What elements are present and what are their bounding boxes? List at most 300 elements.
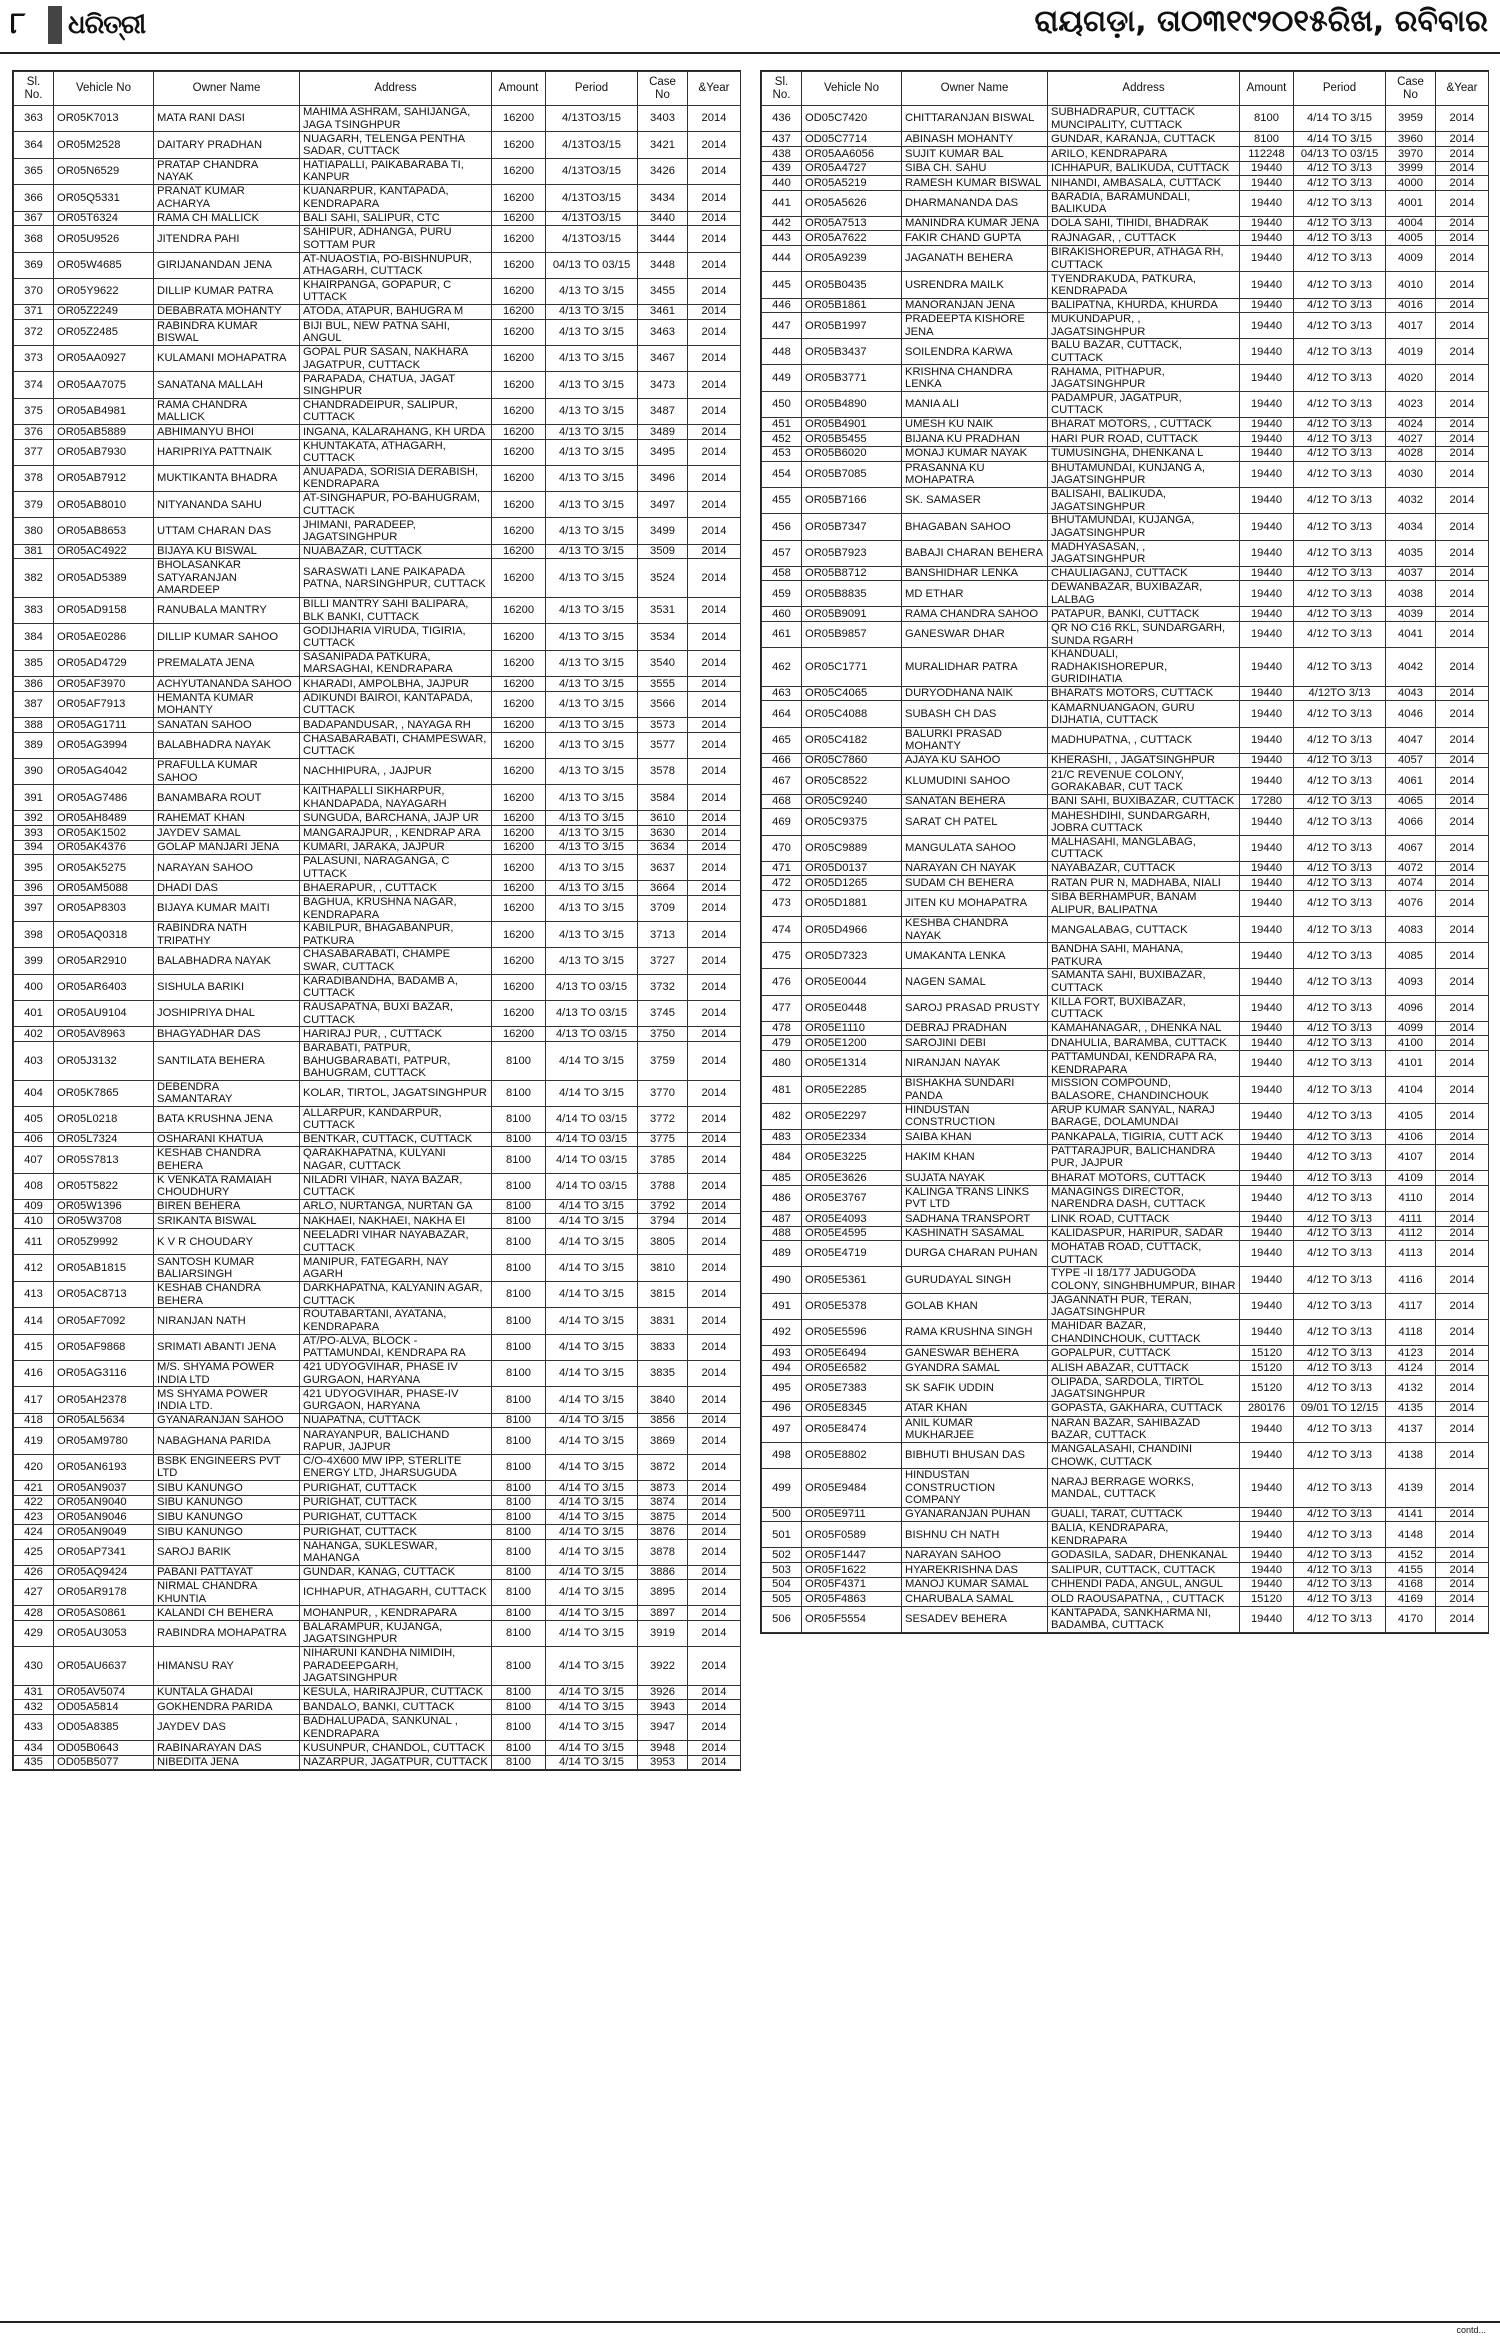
cell-amount: 19440 <box>1240 216 1294 231</box>
cell-period: 4/12 TO 3/13 <box>1294 432 1386 447</box>
cell-owner-name: RAMESH KUMAR BISWAL <box>902 176 1048 191</box>
cell-case-no: 3875 <box>638 1510 688 1525</box>
cell-year: 2014 <box>1436 339 1489 365</box>
cell-sl-no: 380 <box>14 518 54 544</box>
cell-case-no: 4009 <box>1386 245 1436 271</box>
cell-case-no: 3434 <box>638 185 688 211</box>
table-row <box>14 465 741 491</box>
cell-address: MANIPUR, FATEGARH, NAY AGARH <box>300 1255 492 1281</box>
cell-address: NARAYANPUR, BALICHAND RAPUR, JAJPUR <box>300 1428 492 1454</box>
cell-amount: 16200 <box>492 922 546 948</box>
cell-case-no: 3732 <box>638 974 688 1000</box>
table-row <box>14 1714 741 1740</box>
cell-address: PADAMPUR, JAGATPUR, CUTTACK <box>1048 391 1240 417</box>
cell-vehicle-no: OR05E6494 <box>802 1346 902 1361</box>
cell-owner-name: K VENKATA RAMAIAH CHOUDHURY <box>154 1173 300 1199</box>
cell-case-no: 3960 <box>1386 132 1436 147</box>
cell-sl-no: 384 <box>14 624 54 650</box>
table-row <box>14 718 741 733</box>
cell-amount: 19440 <box>1240 190 1294 216</box>
cell-owner-name: RABINDRA NATH TRIPATHY <box>154 922 300 948</box>
cell-amount: 19440 <box>1240 621 1294 647</box>
cell-year: 2014 <box>1436 106 1489 132</box>
cell-year: 2014 <box>688 1334 741 1360</box>
cell-period: 4/12 TO 3/13 <box>1294 1212 1386 1227</box>
cell-year: 2014 <box>688 226 741 252</box>
cell-sl-no: 412 <box>14 1255 54 1281</box>
cell-amount: 19440 <box>1240 298 1294 313</box>
cell-vehicle-no: OR05AP8303 <box>54 895 154 921</box>
cell-case-no: 3555 <box>638 677 688 692</box>
cell-address: MUKUNDAPUR, , JAGATSINGHPUR <box>1048 313 1240 339</box>
cell-address: GOPASTA, GAKHARA, CUTTACK <box>1048 1401 1240 1416</box>
cell-address: KHAIRPANGA, GOPAPUR, C UTTACK <box>300 278 492 304</box>
cell-period: 4/12 TO 3/13 <box>1294 161 1386 176</box>
table-body <box>762 106 1489 1633</box>
cell-vehicle-no: OR05AA7075 <box>54 372 154 398</box>
table-row <box>762 432 1489 447</box>
table-row <box>762 365 1489 391</box>
cell-year: 2014 <box>688 1565 741 1580</box>
cell-sl-no: 455 <box>762 487 802 513</box>
cell-case-no: 4116 <box>1386 1267 1436 1293</box>
column-header-amount: Amount <box>1240 72 1294 106</box>
cell-vehicle-no: OR05M2528 <box>54 132 154 158</box>
cell-sl-no: 482 <box>762 1103 802 1129</box>
cell-period: 4/13 TO 3/15 <box>546 650 638 676</box>
cell-period: 4/12 TO 3/13 <box>1294 1346 1386 1361</box>
cell-address: BILLI MANTRY SAHI BALIPARA, BLK BANKI, CUTTACK <box>300 597 492 623</box>
cell-sl-no: 408 <box>14 1173 54 1199</box>
cell-sl-no: 397 <box>14 895 54 921</box>
cell-period: 4/13 TO 3/15 <box>546 439 638 465</box>
cell-owner-name: SAROJ BARIK <box>154 1539 300 1565</box>
cell-amount: 19440 <box>1240 566 1294 581</box>
cell-case-no: 3634 <box>638 840 688 855</box>
cell-case-no: 3876 <box>638 1524 688 1539</box>
cell-year: 2014 <box>1436 461 1489 487</box>
cell-period: 4/12 TO 3/13 <box>1294 581 1386 607</box>
cell-owner-name: RABINDRA MOHAPATRA <box>154 1620 300 1646</box>
cell-sl-no: 451 <box>762 417 802 432</box>
cell-period: 4/14 TO 3/15 <box>546 1080 638 1106</box>
cell-sl-no: 388 <box>14 718 54 733</box>
cell-period: 4/13 TO 3/15 <box>546 811 638 826</box>
column-header-vehicle-no: Vehicle No <box>802 72 902 106</box>
cell-address: PATTARAJPUR, BALICHANDRA PUR, JAJPUR <box>1048 1144 1240 1170</box>
cell-owner-name: KRISHNA CHANDRA LENKA <box>902 365 1048 391</box>
cell-owner-name: KESHAB CHANDRA BEHERA <box>154 1147 300 1173</box>
cell-owner-name: PRASANNA KU MOHAPATRA <box>902 461 1048 487</box>
cell-period: 4/14 TO 3/15 <box>546 1606 638 1621</box>
cell-case-no: 3785 <box>638 1147 688 1173</box>
cell-sl-no: 474 <box>762 917 802 943</box>
cell-amount: 8100 <box>492 1387 546 1413</box>
cell-case-no: 3448 <box>638 252 688 278</box>
cell-vehicle-no: OR05AB1815 <box>54 1255 154 1281</box>
cell-address: BARABATI, PATPUR, BAHUGBARABATI, PATPUR, BAHUGRAM, CUTTACK <box>300 1042 492 1081</box>
cell-vehicle-no: OR05AF7092 <box>54 1308 154 1334</box>
cell-case-no: 4019 <box>1386 339 1436 365</box>
cell-amount: 8100 <box>492 1214 546 1229</box>
cell-period: 4/12 TO 3/13 <box>1294 190 1386 216</box>
cell-year: 2014 <box>1436 1050 1489 1076</box>
cell-case-no: 3473 <box>638 372 688 398</box>
cell-case-no: 4112 <box>1386 1226 1436 1241</box>
cell-case-no: 4104 <box>1386 1077 1436 1103</box>
cell-case-no: 3421 <box>638 132 688 158</box>
table-row <box>14 855 741 881</box>
cell-vehicle-no: OR05AA6056 <box>802 146 902 161</box>
cell-amount: 19440 <box>1240 1241 1294 1267</box>
cell-period: 4/12 TO 3/13 <box>1294 487 1386 513</box>
cell-owner-name: SRIMATI ABANTI JENA <box>154 1334 300 1360</box>
cell-vehicle-no: OR05AF9868 <box>54 1334 154 1360</box>
table-row <box>762 1241 1489 1267</box>
cell-address: KESULA, HARIRAJPUR, CUTTACK <box>300 1685 492 1700</box>
cell-year: 2014 <box>1436 487 1489 513</box>
cell-period: 4/12 TO 3/13 <box>1294 1507 1386 1522</box>
cell-year: 2014 <box>688 425 741 440</box>
cell-amount: 16200 <box>492 691 546 717</box>
cell-address: KAITHAPALLI SIKHARPUR, KHANDAPADA, NAYAGARH <box>300 785 492 811</box>
cell-sl-no: 379 <box>14 492 54 518</box>
cell-case-no: 3856 <box>638 1413 688 1428</box>
cell-case-no: 4030 <box>1386 461 1436 487</box>
cell-amount: 8100 <box>492 1106 546 1132</box>
cell-vehicle-no: OR05S7813 <box>54 1147 154 1173</box>
cell-amount: 19440 <box>1240 231 1294 246</box>
cell-amount: 19440 <box>1240 1226 1294 1241</box>
cell-vehicle-no: OR05AD9158 <box>54 597 154 623</box>
page-number: ୮ <box>10 6 26 41</box>
cell-owner-name: BIJAYA KU BISWAL <box>154 544 300 559</box>
table-row <box>14 826 741 841</box>
cell-address: MOHANPUR, , KENDRAPARA <box>300 1606 492 1621</box>
column-header-owner-name: Owner Name <box>154 72 300 106</box>
cell-case-no: 3403 <box>638 106 688 132</box>
cell-vehicle-no: OR05A7622 <box>802 231 902 246</box>
defaulter-table-left <box>13 71 741 1770</box>
cell-case-no: 3815 <box>638 1281 688 1307</box>
cell-case-no: 4168 <box>1386 1577 1436 1592</box>
cell-address: MADHYASASAN, , JAGATSINGHPUR <box>1048 540 1240 566</box>
cell-address: BHUTAMUNDAI, KUJANGA, JAGATSINGHPUR <box>1048 514 1240 540</box>
cell-address: KHERASHI, , JAGATSINGHPUR <box>1048 753 1240 768</box>
cell-case-no: 3534 <box>638 624 688 650</box>
cell-period: 4/12 TO 3/13 <box>1294 461 1386 487</box>
cell-owner-name: BALABHADRA NAYAK <box>154 732 300 758</box>
cell-sl-no: 486 <box>762 1185 802 1211</box>
cell-address: GUALI, TARAT, CUTTACK <box>1048 1507 1240 1522</box>
cell-owner-name: SANATAN BEHERA <box>902 794 1048 809</box>
cell-year: 2014 <box>688 1454 741 1480</box>
table-row <box>14 518 741 544</box>
cell-case-no: 3895 <box>638 1580 688 1606</box>
cell-address: KANTAPADA, SANKHARMA NI, BADAMBA, CUTTACK <box>1048 1606 1240 1632</box>
cell-year: 2014 <box>688 1132 741 1147</box>
cell-case-no: 3874 <box>638 1495 688 1510</box>
table-row <box>14 732 741 758</box>
cell-case-no: 4123 <box>1386 1346 1436 1361</box>
cell-amount: 16200 <box>492 439 546 465</box>
cell-sl-no: 480 <box>762 1050 802 1076</box>
table-row <box>14 158 741 184</box>
cell-owner-name: DILLIP KUMAR PATRA <box>154 278 300 304</box>
cell-amount: 8100 <box>492 1042 546 1081</box>
cell-address: ICHHAPUR, BALIKUDA, CUTTACK <box>1048 161 1240 176</box>
cell-period: 4/13 TO 3/15 <box>546 677 638 692</box>
table-row <box>762 272 1489 298</box>
cell-year: 2014 <box>1436 607 1489 622</box>
cell-sl-no: 483 <box>762 1130 802 1145</box>
cell-year: 2014 <box>688 1714 741 1740</box>
cell-sl-no: 429 <box>14 1620 54 1646</box>
cell-vehicle-no: OR05AG7486 <box>54 785 154 811</box>
cell-amount: 8100 <box>1240 106 1294 132</box>
cell-sl-no: 478 <box>762 1021 802 1036</box>
cell-sl-no: 453 <box>762 446 802 461</box>
cell-vehicle-no: OR05J3132 <box>54 1042 154 1081</box>
cell-amount: 19440 <box>1240 1036 1294 1051</box>
cell-sl-no: 404 <box>14 1080 54 1106</box>
cell-year: 2014 <box>1436 1360 1489 1375</box>
table-row <box>14 1580 741 1606</box>
table-row <box>14 1524 741 1539</box>
cell-owner-name: SK SAFIK UDDIN <box>902 1375 1048 1401</box>
cell-address: GOPALPUR, CUTTACK <box>1048 1346 1240 1361</box>
table-row <box>762 1293 1489 1319</box>
table-row <box>762 540 1489 566</box>
cell-amount: 16200 <box>492 185 546 211</box>
cell-vehicle-no: OR05AN9046 <box>54 1510 154 1525</box>
cell-period: 4/12 TO 3/13 <box>1294 339 1386 365</box>
table-row <box>762 161 1489 176</box>
cell-case-no: 4028 <box>1386 446 1436 461</box>
cell-address: ARLO, NURTANGA, NURTAN GA <box>300 1199 492 1214</box>
cell-sl-no: 445 <box>762 272 802 298</box>
cell-period: 4/14 TO 3/15 <box>546 1454 638 1480</box>
cell-case-no: 3499 <box>638 518 688 544</box>
cell-address: BALARAMPUR, KUJANGA, JAGATSINGHPUR <box>300 1620 492 1646</box>
cell-vehicle-no: OR05E5596 <box>802 1319 902 1345</box>
cell-period: 4/12 TO 3/13 <box>1294 995 1386 1021</box>
cell-amount: 19440 <box>1240 1212 1294 1227</box>
column-header-period: Period <box>546 72 638 106</box>
cell-vehicle-no: OR05AH2378 <box>54 1387 154 1413</box>
cell-year: 2014 <box>1436 245 1489 271</box>
cell-owner-name: SAROJINI DEBI <box>902 1036 1048 1051</box>
cell-case-no: 3489 <box>638 425 688 440</box>
cell-vehicle-no: OR05E3225 <box>802 1144 902 1170</box>
cell-year: 2014 <box>1436 621 1489 647</box>
cell-owner-name: MANIA ALI <box>902 391 1048 417</box>
cell-case-no: 4117 <box>1386 1293 1436 1319</box>
cell-year: 2014 <box>1436 365 1489 391</box>
cell-vehicle-no: OR05AG4042 <box>54 759 154 785</box>
cell-period: 4/12 TO 3/13 <box>1294 1144 1386 1170</box>
cell-owner-name: NARAYAN SAHOO <box>902 1548 1048 1563</box>
cell-amount: 15120 <box>1240 1375 1294 1401</box>
cell-case-no: 3897 <box>638 1606 688 1621</box>
cell-case-no: 3947 <box>638 1714 688 1740</box>
table-row <box>762 106 1489 132</box>
cell-period: 4/12 TO 3/13 <box>1294 272 1386 298</box>
cell-period: 4/14 TO 3/15 <box>546 1361 638 1387</box>
cell-case-no: 4076 <box>1386 890 1436 916</box>
continued-note: contd... <box>1456 2325 1486 2335</box>
cell-amount: 16200 <box>492 492 546 518</box>
cell-vehicle-no: OR05AP7341 <box>54 1539 154 1565</box>
cell-case-no: 4072 <box>1386 861 1436 876</box>
cell-sl-no: 409 <box>14 1199 54 1214</box>
table-row <box>762 1212 1489 1227</box>
cell-owner-name: ACHYUTANANDA SAHOO <box>154 677 300 692</box>
cell-address: KUSUNPUR, CHANDOL, CUTTACK <box>300 1741 492 1756</box>
dateline: ରାୟଗଡ଼ା, ତା୦୩୧୯୨୦୧୫ରିଖ, ରବିବାର <box>1034 4 1488 39</box>
cell-period: 4/12 TO 3/13 <box>1294 1171 1386 1186</box>
cell-owner-name: HEMANTA KUMAR MOHANTY <box>154 691 300 717</box>
table-row <box>762 1103 1489 1129</box>
cell-owner-name: HAKIM KHAN <box>902 1144 1048 1170</box>
cell-sl-no: 471 <box>762 861 802 876</box>
cell-vehicle-no: OR05AR6403 <box>54 974 154 1000</box>
table-row <box>14 1428 741 1454</box>
cell-case-no: 3878 <box>638 1539 688 1565</box>
cell-vehicle-no: OR05W3708 <box>54 1214 154 1229</box>
cell-year: 2014 <box>688 855 741 881</box>
cell-year: 2014 <box>688 1027 741 1042</box>
cell-vehicle-no: OR05Q5331 <box>54 185 154 211</box>
cell-period: 4/12 TO 3/13 <box>1294 1606 1386 1632</box>
cell-period: 4/13 TO 3/15 <box>546 785 638 811</box>
cell-amount: 19440 <box>1240 835 1294 861</box>
cell-sl-no: 489 <box>762 1241 802 1267</box>
cell-amount: 8100 <box>492 1755 546 1770</box>
cell-amount: 8100 <box>492 1308 546 1334</box>
cell-amount: 19440 <box>1240 969 1294 995</box>
table-row <box>762 514 1489 540</box>
cell-address: SUNGUDA, BARCHANA, JAJP UR <box>300 811 492 826</box>
cell-period: 4/12 TO 3/13 <box>1294 1522 1386 1548</box>
cell-period: 4/12 TO 3/13 <box>1294 391 1386 417</box>
cell-period: 4/14 TO 3/15 <box>1294 132 1386 147</box>
cell-case-no: 4099 <box>1386 1021 1436 1036</box>
cell-period: 4/13 TO 3/15 <box>546 624 638 650</box>
cell-amount: 8100 <box>492 1539 546 1565</box>
cell-amount: 19440 <box>1240 1130 1294 1145</box>
cell-owner-name: MURALIDHAR PATRA <box>902 648 1048 687</box>
cell-vehicle-no: OR05B1861 <box>802 298 902 313</box>
table-row <box>14 1255 741 1281</box>
cell-year: 2014 <box>688 691 741 717</box>
cell-amount: 19440 <box>1240 514 1294 540</box>
table-row <box>14 372 741 398</box>
cell-sl-no: 363 <box>14 106 54 132</box>
cell-sl-no: 467 <box>762 768 802 794</box>
cell-case-no: 3531 <box>638 597 688 623</box>
cell-address: PATAPUR, BANKI, CUTTACK <box>1048 607 1240 622</box>
cell-owner-name: JAGANATH BEHERA <box>902 245 1048 271</box>
cell-year: 2014 <box>688 948 741 974</box>
cell-vehicle-no: OR05AF3970 <box>54 677 154 692</box>
cell-vehicle-no: OR05E3767 <box>802 1185 902 1211</box>
table-row <box>762 1267 1489 1293</box>
cell-case-no: 4010 <box>1386 272 1436 298</box>
cell-case-no: 3637 <box>638 855 688 881</box>
cell-owner-name: DHARMANANDA DAS <box>902 190 1048 216</box>
cell-address: CHHENDI PADA, ANGUL, ANGUL <box>1048 1577 1240 1592</box>
cell-year: 2014 <box>1436 701 1489 727</box>
cell-owner-name: HARIPRIYA PATTNAIK <box>154 439 300 465</box>
cell-amount: 8100 <box>492 1361 546 1387</box>
cell-owner-name: SUJATA NAYAK <box>902 1171 1048 1186</box>
cell-sl-no: 400 <box>14 974 54 1000</box>
cell-amount: 19440 <box>1240 313 1294 339</box>
cell-sl-no: 395 <box>14 855 54 881</box>
table-row <box>762 132 1489 147</box>
cell-amount: 19440 <box>1240 540 1294 566</box>
cell-address: NAZARPUR, JAGATPUR, CUTTACK <box>300 1755 492 1770</box>
cell-owner-name: GURUDAYAL SINGH <box>902 1267 1048 1293</box>
cell-amount: 19440 <box>1240 809 1294 835</box>
cell-period: 4/14 TO 3/15 <box>546 1510 638 1525</box>
table-row <box>14 1495 741 1510</box>
table-row <box>762 861 1489 876</box>
cell-address: KHARADI, AMPOLBHA, JAJPUR <box>300 677 492 692</box>
cell-owner-name: BHAGYADHAR DAS <box>154 1027 300 1042</box>
cell-sl-no: 427 <box>14 1580 54 1606</box>
cell-owner-name: KULAMANI MOHAPATRA <box>154 345 300 371</box>
newspaper-logo <box>48 6 145 44</box>
defaulter-table-right <box>761 71 1489 1633</box>
cell-year: 2014 <box>1436 146 1489 161</box>
cell-year: 2014 <box>1436 272 1489 298</box>
cell-period: 4/13 TO 3/15 <box>546 759 638 785</box>
cell-year: 2014 <box>1436 861 1489 876</box>
cell-vehicle-no: OR05E5378 <box>802 1293 902 1319</box>
cell-sl-no: 392 <box>14 811 54 826</box>
cell-year: 2014 <box>688 1495 741 1510</box>
cell-owner-name: SK. SAMASER <box>902 487 1048 513</box>
cell-case-no: 4170 <box>1386 1606 1436 1632</box>
cell-owner-name: PABANI PATTAYAT <box>154 1565 300 1580</box>
cell-sl-no: 432 <box>14 1700 54 1715</box>
table-row <box>14 1199 741 1214</box>
cell-sl-no: 369 <box>14 252 54 278</box>
cell-period: 4/13 TO 3/15 <box>546 304 638 319</box>
cell-address: BHARAT MOTORS, CUTTACK <box>1048 1171 1240 1186</box>
cell-address: LINK ROAD, CUTTACK <box>1048 1212 1240 1227</box>
cell-amount: 16200 <box>492 211 546 226</box>
cell-address: TYENDRAKUDA, PATKURA, KENDRAPADA <box>1048 272 1240 298</box>
cell-year: 2014 <box>1436 1241 1489 1267</box>
cell-address: NIHANDI, AMBASALA, CUTTACK <box>1048 176 1240 191</box>
cell-vehicle-no: OR05E4719 <box>802 1241 902 1267</box>
cell-period: 09/01 TO 12/15 <box>1294 1401 1386 1416</box>
cell-vehicle-no: OR05F1447 <box>802 1548 902 1563</box>
cell-sl-no: 496 <box>762 1401 802 1416</box>
cell-owner-name: DEBENDRA SAMANTARAY <box>154 1080 300 1106</box>
cell-sl-no: 443 <box>762 231 802 246</box>
cell-vehicle-no: OR05AG3994 <box>54 732 154 758</box>
cell-period: 4/13 TO 3/15 <box>546 518 638 544</box>
cell-vehicle-no: OR05F0589 <box>802 1522 902 1548</box>
table-row <box>14 1001 741 1027</box>
cell-amount: 16200 <box>492 785 546 811</box>
cell-address: KALIDASPUR, HARIPUR, SADAR <box>1048 1226 1240 1241</box>
table-row <box>14 1685 741 1700</box>
